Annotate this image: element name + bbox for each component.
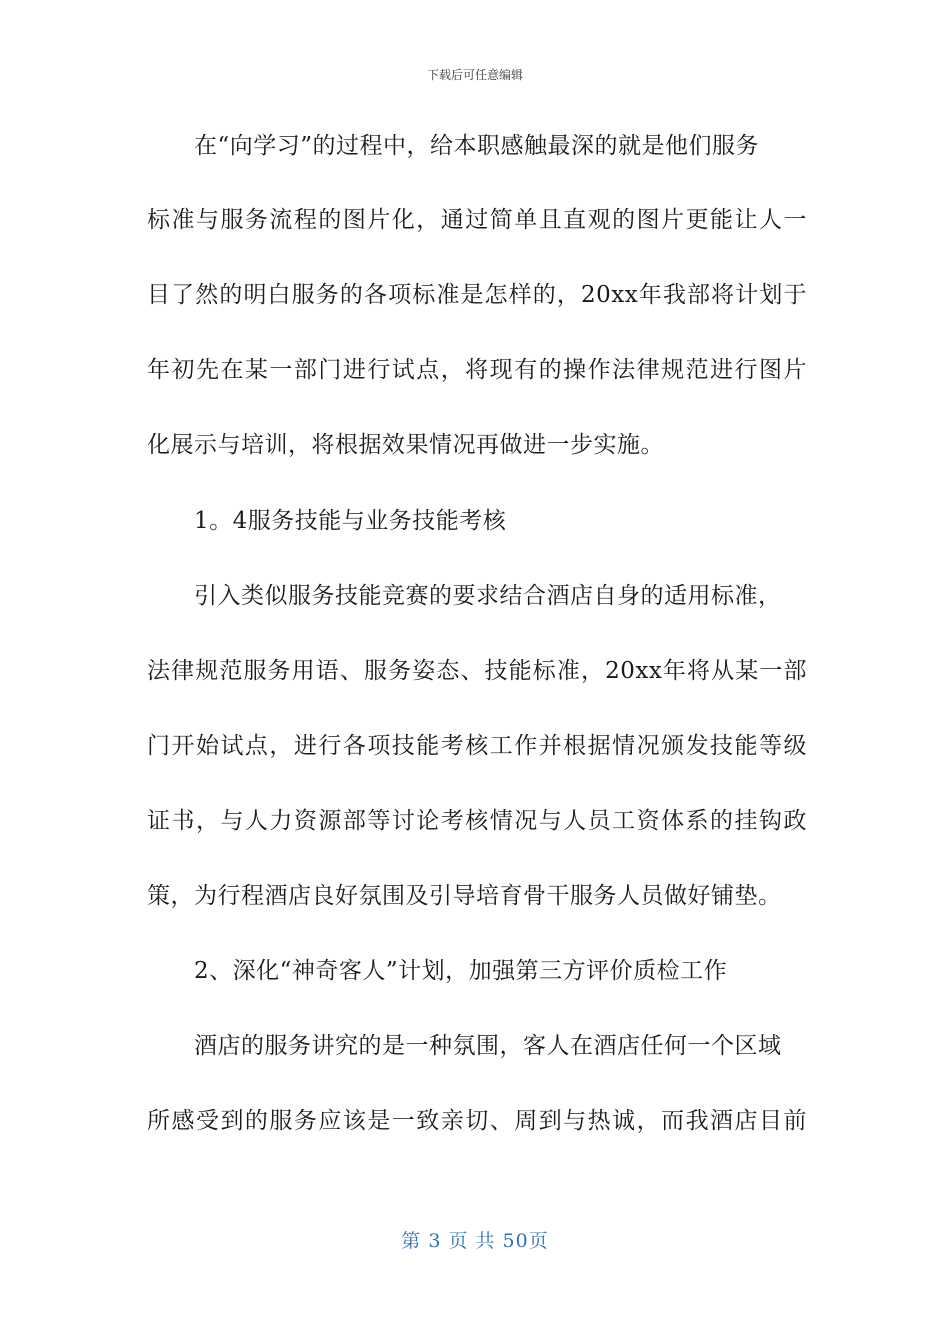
text-line: 所感受到的服务应该是一致亲切、周到与热诚，而我酒店目前 — [147, 1108, 807, 1134]
page-number: 第 3 页 共 50页 — [401, 1230, 549, 1252]
header-note: 下载后可任意编辑 — [426, 68, 523, 82]
text-line: 门开始试点，进行各项技能考核工作并根据情况颁发技能等级 — [147, 733, 807, 759]
text-line: 目了然的明白服务的各项标准是怎样的，20xx年我部将计划于 — [147, 282, 807, 308]
text-line: 化展示与培训，将根据效果情况再做进一步实施。 — [147, 432, 664, 458]
section-heading: 2、深化“神奇客人”计划，加强第三方评价质检工作 — [194, 958, 728, 984]
text-line: 证书，与人力资源部等讨论考核情况与人员工资体系的挂钩政 — [147, 808, 807, 834]
text-line: 标准与服务流程的图片化，通过简单且直观的图片更能让人一 — [147, 207, 807, 233]
text-line: 引入类似服务技能竞赛的要求结合酒店自身的适用标准， — [194, 583, 782, 609]
text-line: 法律规范服务用语、服务姿态、技能标准，20xx年将从某一部 — [147, 658, 807, 684]
text-line: 酒店的服务讲究的是一种氛围，客人在酒店任何一个区域 — [194, 1033, 782, 1059]
text-line: 在“向学习”的过程中，给本职感触最深的就是他们服务 — [194, 133, 760, 159]
text-line: 策，为行程酒店良好氛围及引导培育骨干服务人员做好铺垫。 — [147, 883, 782, 909]
text-line: 年初先在某一部门进行试点，将现有的操作法律规范进行图片 — [147, 357, 807, 383]
section-heading: 1。4服务技能与业务技能考核 — [194, 508, 507, 534]
